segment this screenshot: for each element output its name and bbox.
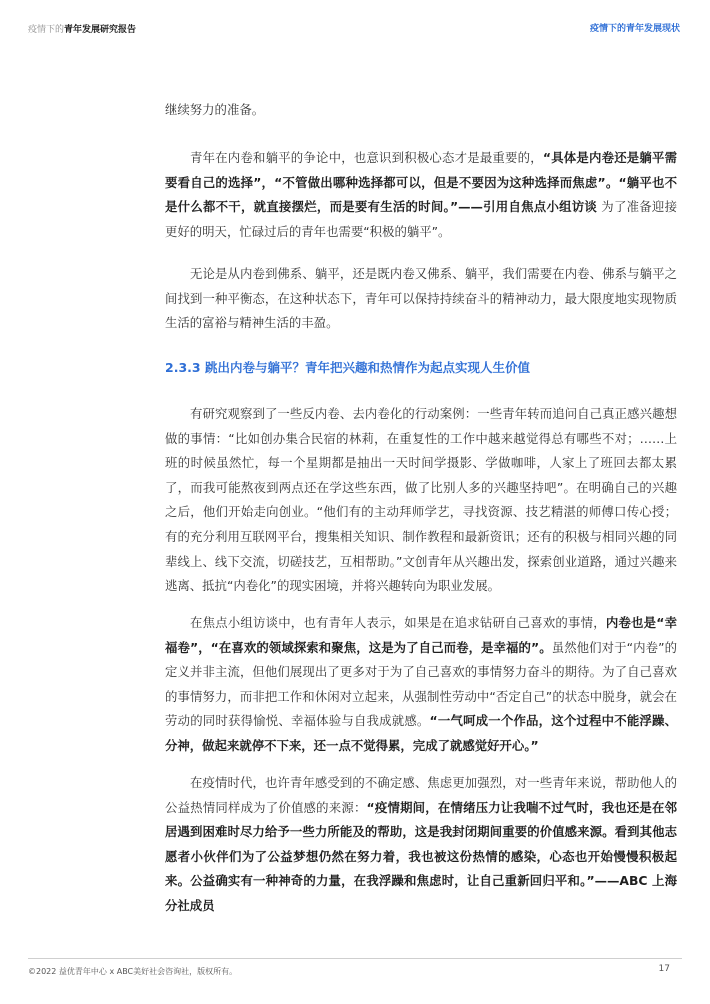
paragraph-4	[165, 611, 677, 759]
report-title	[28, 22, 136, 35]
paragraph-3: 有研究观察到了一些反内卷、去内卷化的行动案例：一些青年转而追问自己真正感兴趣想做的事情：“比如创办集合民宿的林莉，在重复性的工作中越来越觉得总有哪些不对；……上班的时候虽然忙，每一个星期都是抽出一天时间学摄影、学做咖啡，人家上了班回去都太累了，而我可能熬夜到两点还在学这些东西，做了比别人多的兴趣坚持吧”。在明确自己的兴趣之后，他们开始走向创业。“他们有的主动拜师学艺，寻找资源、技艺精湛的师傅口传心授；有的充分利用互联网平台，搜集相关知识、制作教程和最新资讯；还有的积极与相同兴趣的同辈线上、线下交流，切磋技艺，互相帮助。”文创青年从兴趣出发，探索创业道路，通过兴趣来逃离、抵抗“内卷化”的现实困境，并将兴趣转向为职业发展。	[165, 406, 677, 594]
paragraph-0: 继续努力的准备。	[165, 102, 265, 117]
paragraph-5	[165, 771, 677, 919]
text-run: 虽然他们对于“内卷”的定义并非主流，但他们展现出了更多对于为了自己喜欢的事情努力奋斗的期待。为了自己喜欢的事情努力，而非把工作和休闲对立起来，从强制性劳动中“否定自己”的状态中脱身，就会在劳动的同时获得愉悦、幸福体验与自我成就感。	[165, 639, 677, 729]
emphasized-text: “疫情期间，在情绪压力让我喘不过气时，我也还是在邻居遇到困难时尽力给予一些力所能及的帮助，这是我封闭期间重要的价值感来源。看到其他志愿者小伙伴们为了公益梦想仍然在努力着，我也被这份热情的感染，心态也开始慢慢积极起来。公益确实有一种神奇的力量，在我浮躁和焦虑时，让自己重新回归平和。”——ABC 上海分社成员	[165, 799, 677, 913]
text-run: 在焦点小组访谈中，也有青年人表示，如果是在追求钻研自己喜欢的事情，	[190, 615, 606, 630]
paragraph-2: 无论是从内卷到佛系、躺平，还是既内卷又佛系、躺平，我们需要在内卷、佛系与躺平之间找到一种平衡态，在这种状态下，青年可以保持持续奋斗的精神动力，最大限度地实现物质生活的富裕与精神生活的丰盈。	[165, 266, 677, 331]
page-number: 17	[658, 964, 670, 974]
text-run: 为了准备迎接更好的明天，忙碌过后的青年也需要“积极的躺平”。	[165, 199, 677, 239]
text-run: 在疫情时代，也许青年感受到的不确定感、焦虑更加强烈，对一些青年来说，帮助他人的公益热情同样成为了价值感的来源：	[165, 775, 677, 815]
paragraph-1	[165, 146, 677, 244]
emphasized-text: 内卷也是“幸福卷”，“在喜欢的领域探索和聚焦，这是为了自己而卷，是幸福的”。	[165, 615, 677, 655]
chapter-title: 疫情下的青年发展现状	[589, 24, 680, 34]
report-title-prefix: 疫情下的	[28, 25, 65, 35]
emphasized-text: “具体是内卷还是躺平需要看自己的选择”，“不管做出哪种选择都可以，但是不要因为这种选择而焦虑”。“躺平也不是什么都不干，就直接摆烂，而是要有生活的时间。”——引用自焦点小组访谈	[165, 150, 677, 215]
footer-divider	[28, 958, 682, 959]
section-heading: 2.3.3 跳出内卷与躺平？青年把兴趣和热情作为起点实现人生价值	[165, 360, 530, 375]
page-header	[0, 0, 710, 40]
text-run: 青年在内卷和躺平的争论中，也意识到积极心态才是最重要的，	[190, 150, 543, 165]
footer-copyright: ©2022 益优青年中心 x ABC美好社会咨询社，版权所有。	[28, 967, 238, 976]
emphasized-text: “一气呵成一个作品，这个过程中不能浮躁、分神，做起来就停不下来，还一点不觉得累，完成了就感觉好开心。”	[165, 713, 678, 753]
report-title-main: 青年发展研究报告	[64, 25, 137, 35]
